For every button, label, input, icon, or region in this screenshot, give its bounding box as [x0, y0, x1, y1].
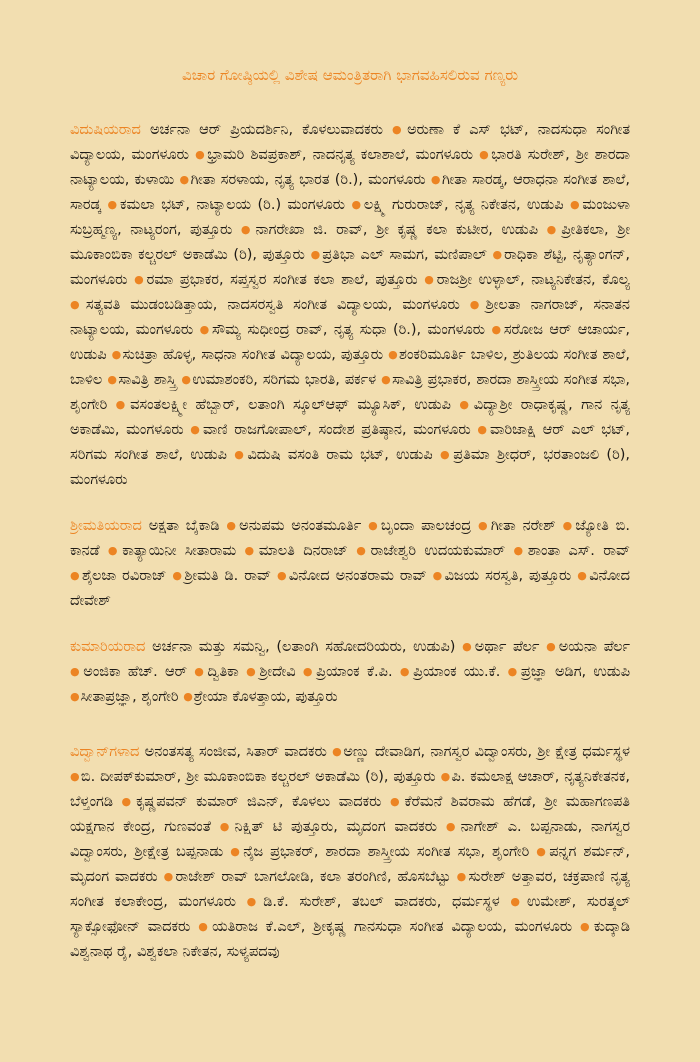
entry-text: ವಿಜಯ ಸರಸ್ವತಿ, ಪುತ್ತೂರು — [444, 568, 572, 584]
section-heading: ವಿದುಷಿಯರಾದ — [70, 122, 141, 138]
bullet-icon — [247, 894, 264, 910]
bullet-icon — [470, 297, 486, 313]
section-heading: ಕುಮಾರಿಯರಾದ — [70, 639, 146, 655]
bullet-icon — [356, 543, 370, 559]
entry-text: ಭಾರತಿ ಸುರೇಶ್, ಶ್ರೀ ಶಾರದಾ ನಾಟ್ಯಾಲಯ, ಕುಳಾಯಿ — [70, 147, 630, 188]
entry-text: ಡಿ.ಕೆ. ಸುರೇಶ್, ತಬಲ್ ವಾದಕರು, ಧರ್ಮಸ್ಥಳ — [263, 894, 500, 910]
bullet-icon — [440, 447, 453, 463]
entry — [433, 568, 572, 584]
bullet-icon — [381, 372, 392, 388]
entry-text: ಶೈಲಜಾ ರವಿರಾಜ್ — [81, 568, 167, 584]
entry-text: ಪ್ರಿಯಾಂಕ ಕೆ.ಪಿ. — [316, 664, 393, 680]
bullet-icon — [459, 397, 473, 413]
bullet-icon — [107, 372, 118, 388]
entry-text: ಅನುಪಮ ಅನಂತಮೂರ್ತಿ — [239, 518, 362, 534]
entry — [226, 518, 361, 534]
entry-text: ನೈಜ ಪ್ರಭಾಕರ್, ಶಾರದಾ ಶಾಸ್ತ್ರೀಯ ಸಂಗೀತ ಸಭಾ, ಶೃಂಗೇರಿ — [243, 844, 530, 860]
bullet-icon — [351, 197, 363, 213]
entry — [246, 664, 296, 680]
entry-text: ಕುದ್ಕಾಡಿ ವಿಶ್ವನಾಥ ರೈ, ವಿಶ್ವಕಲಾ ನಿಕೇತನ, ಸುಳ್ಯಪದವು — [70, 919, 630, 960]
entry-text: ನಾಗೇಶ್ ಎ. ಬಪ್ಪನಾಡು, ನಾಗಸ್ವರ ವಿದ್ವಾಂಸರು, ಶ್ರೀಕ್ಷೇತ್ರ ಬಪ್ಪನಾಡು — [70, 819, 630, 860]
entry-text: ರಾಜೇಶ್ ರಾವ್ ಬಾಗಲೋಡಿ, ಕಲಾ ತರಂಗಿಣಿ, ಹೊಸಬೆಟ್ಟು — [175, 869, 451, 885]
entry-text: ನಾಗರೇಖಾ ಜಿ. ರಾವ್, ಶ್ರೀ ಕೃಷ್ಣ ಕಲಾ ಕುಟೀರ, ಉಡುಪಿ — [255, 222, 539, 238]
entry-text: ಕಾತ್ಯಾಯಿನೀ ಸೀತಾರಾಮ — [122, 543, 237, 559]
bullet-icon — [536, 844, 549, 860]
section-entries — [70, 639, 630, 705]
entry-text: ಉಮೇಶ್, ಸುರತ್ಕಲ್ ಸ್ಯಾಕ್ಸೋಫೋನ್ ವಾದಕರು — [70, 894, 630, 935]
bullet-icon — [183, 689, 194, 705]
entry — [351, 197, 563, 213]
entry — [164, 869, 451, 885]
entry-text: ಉಮಾಶಂಕರಿ, ಸರಿಗಮ ಭಾರತಿ, ಪರ್ಕಳ — [192, 372, 377, 388]
bullet-icon — [311, 247, 323, 263]
bullet-icon — [580, 919, 594, 935]
bullet-icon — [277, 568, 289, 584]
entry — [70, 689, 179, 705]
entry-text: ಜ್ಯೋತಿ ಬಿ. ಕಾನಡೆ — [70, 518, 630, 559]
entry — [508, 664, 630, 680]
bullet-icon — [244, 543, 258, 559]
bullet-icon — [446, 819, 461, 835]
entry — [234, 447, 433, 463]
entry-text: ಅಂಜಿಕಾ ಹೆಚ್. ಆರ್ — [83, 664, 187, 680]
bullet-icon — [70, 769, 81, 785]
entry-text: ಸತ್ಯವತಿ ಮುಡಂಬಡಿತ್ತಾಯ, ನಾದಸರಸ್ವತಿ ಸಂಗೀತ ವಿದ್ಯಾಲಯ, ಮಂಗಳೂರು — [85, 297, 460, 313]
entry-text: ಅಣ್ಣು ದೇವಾಡಿಗ, ನಾಗಸ್ವರ ವಿದ್ವಾಂಸರು, ಶ್ರೀ ಕ್ಷೇತ್ರ ಧರ್ಮಸ್ಥಳ — [343, 744, 630, 760]
entry — [368, 518, 471, 534]
entry-text: ಪ್ರಿಯಾಂಕ ಯು.ಕೆ. — [413, 664, 501, 680]
bullet-icon — [510, 894, 527, 910]
bullet-icon — [246, 664, 259, 680]
entry-text: ಮಂಜುಳಾ ಸುಬ್ರಹ್ಮಣ್ಯ, ನಾಟ್ಯರಂಗ, ಪುತ್ತೂರು — [70, 197, 630, 238]
entry-text: ಅರುಣಾ ಕೆ ಎಸ್ ಭಟ್, ನಾದಸುಧಾ ಸಂಗೀತ ವಿದ್ಯಾಲಯ, ಮಂಗಳೂರು — [70, 122, 630, 163]
entry — [462, 639, 539, 655]
entry-text: ಅಯನಾ ಪೆರ್ಲ — [558, 639, 630, 655]
bullet-icon — [230, 844, 243, 860]
bullet-icon — [546, 639, 559, 655]
entry — [172, 568, 271, 584]
bullet-icon — [70, 297, 86, 313]
bullet-icon — [226, 518, 239, 534]
entry-text: ದ್ವಿತಿಕಾ — [207, 664, 239, 680]
entry — [150, 122, 383, 138]
entry — [546, 639, 630, 655]
participants-list — [70, 118, 630, 1022]
entry — [194, 664, 239, 680]
bullet-icon — [431, 172, 442, 188]
entry — [108, 197, 345, 213]
bullet-icon — [220, 819, 235, 835]
bullet-icon — [108, 197, 120, 213]
entry-text: ಮಾಲತಿ ದಿನರಾಜ್ — [258, 543, 348, 559]
entry-text: ಸುರೇಶ್ ಅತ್ತಾವರ, ಚಕ್ರಪಾಣಿ ನೃತ್ಯ ಸಂಗೀತ ಕಲಾಕೇಂದ್ರ, ಮಂಗಳೂರು — [70, 869, 630, 910]
entry-text: ಪ್ರೀತಿಕಲಾ, ಶ್ರೀ ಮೂಕಾಂಬಿಕಾ ಕಲ್ಚರಲ್ ಅಕಾಡೆಮಿ (ರಿ), ಪುತ್ತೂರು — [70, 222, 630, 263]
bullet-icon — [577, 568, 589, 584]
entry-text: ಶ್ರೇಯಾ ಕೊಳತ್ತಾಯ, ಪುತ್ತೂರು — [193, 689, 338, 705]
entry-text: ಶ್ರೀದೇವಿ — [259, 664, 296, 680]
entry-text: ವಿನೋದ ಅನಂತರಾಮ ರಾವ್ — [288, 568, 427, 584]
bullet-icon — [172, 568, 184, 584]
entry — [424, 272, 630, 288]
bullet-icon — [303, 664, 316, 680]
entry-text: ಗೀತಾ ಸರಳಾಯ, ನೃತ್ಯ ಭಾರತ (ರಿ.), ಮಂಗಳೂರು — [190, 172, 426, 188]
bullet-icon — [70, 664, 83, 680]
entry-text: ಪ್ರತಿಭಾ ಎಲ್ ಸಾಮಗ, ಮಣಿಪಾಲ್ — [322, 247, 487, 263]
entry — [356, 543, 505, 559]
bullet-icon — [116, 397, 130, 413]
bullet-icon — [479, 147, 491, 163]
entry-text: ಪಿ. ಕಮಲಾಕ್ಷ ಆಚಾರ್, ನೃತ್ಯನಿಕೇತನಕ, ಬೆಳ್ತಂಗಡಿ — [70, 769, 630, 810]
entry-text: ವಸಂತಲಕ್ಷ್ಮೀ ಹೆಬ್ಬಾರ್, ಲತಾಂಗಿ ಸ್ಕೂಲ್‌ಆಫ್ ಮ್ಯೂಸಿಕ್, ಉಡುಪಿ — [130, 397, 451, 413]
bullet-icon — [198, 919, 212, 935]
entry — [241, 222, 538, 238]
bullet-icon — [457, 869, 469, 885]
entry-text: ಪ್ರಜ್ಞಾ ಅಡಿಗ, ಉಡುಪಿ — [520, 664, 630, 680]
entry-text: ಕಮಲಾ ಭಟ್, ನಾಟ್ಯಾಲಯ (ರಿ.) ಮಂಗಳೂರು — [119, 197, 345, 213]
entry — [303, 664, 393, 680]
entry-text: ಅರ್ಚನಾ ಮತ್ತು ಸಮನ್ವಿ, (ಲತಾಂಗಿ ಸಹೋದರಿಯರು, ಉಡುಪಿ) — [152, 639, 456, 655]
bullet-icon — [194, 664, 207, 680]
bullet-icon — [392, 122, 407, 138]
bullet-icon — [195, 147, 207, 163]
bullet-icon — [400, 664, 413, 680]
entry — [220, 819, 437, 835]
section-shrimati — [70, 514, 630, 613]
bullet-icon — [508, 664, 521, 680]
entry — [122, 794, 382, 810]
entry — [400, 664, 501, 680]
entry-text: ವಾಣಿ ರಾಜಗೋಪಾಲ್, ಸಂದೇಶ ಪ್ರತಿಷ್ಠಾನ, ಮಂಗಳೂರು — [202, 422, 471, 438]
entry-text: ಸಾವಿತ್ರಿ ಶಾಸ್ತ್ರಿ — [118, 372, 177, 388]
section-vidwan — [70, 740, 630, 964]
entry — [70, 568, 166, 584]
entry-text: ಸಾವಿತ್ರಿ ಪ್ರಭಾಕರ, ಶಾರದಾ ಶಾಸ್ತ್ರೀಯ ಸಂಗೀತ ಸಭಾ, ಶೃಂಗೇರಿ — [70, 372, 630, 413]
entry-text: ಸರೋಜ ಆರ್ ಆಚಾರ್ಯ, ಉಡುಪಿ — [70, 322, 630, 363]
entry-text: ಲಕ್ಷ್ಮಿ ಗುರುರಾಜ್, ನೃತ್ಯ ನಿಕೇತನ, ಉಡುಪಿ — [363, 197, 564, 213]
bullet-icon — [122, 794, 137, 810]
entry — [183, 689, 337, 705]
entry-text: ರಾಜಶ್ರೀ ಉಳ್ಳಾಲ್, ನಾಟ್ಯನಿಕೇತನ, ಕೊಲ್ಯ — [436, 272, 630, 288]
entry-text: ಗೀತಾ ನರೇಶ್ — [490, 518, 556, 534]
bullet-icon — [390, 794, 405, 810]
bullet-icon — [70, 568, 82, 584]
entry-text: ಶಾಂತಾ ಎಸ್. ರಾವ್ — [527, 543, 630, 559]
entry — [179, 172, 425, 188]
entry — [198, 919, 572, 935]
bullet-icon — [514, 543, 528, 559]
bullet-icon — [181, 372, 192, 388]
section-entries — [70, 122, 630, 488]
entry — [230, 844, 529, 860]
entry — [247, 894, 500, 910]
entry-text: ಸೌಮ್ಯ ಸುಧೀಂದ್ರ ರಾವ್, ನೃತ್ಯ ಸುಧಾ (ರಿ.), ಮಂಗಳೂರು — [212, 322, 486, 338]
entry — [514, 543, 630, 559]
entry — [152, 639, 455, 655]
bullet-icon — [433, 568, 445, 584]
section-heading: ವಿದ್ವಾನ್‌ಗಳಾದ — [70, 744, 140, 760]
entry-text: ವಿನೋದ ದೇವೇಶ್ — [70, 568, 630, 609]
entry — [332, 744, 630, 760]
entry-text: ವಾರಿಜಾಕ್ಷಿ ಆರ್ ಎಲ್ ಭಟ್, ಸರಿಗಮ ಸಂಗೀತ ಶಾಲೆ, ಉಡುಪಿ — [70, 422, 630, 463]
entry-text: ಶಂಕರಿಮೂರ್ತಿ ಬಾಳಿಲ, ಶ್ರುತಿಲಯ ಸಂಗೀತ ಶಾಲೆ, ಬಾಳಿಲ — [70, 347, 630, 388]
entry — [190, 422, 470, 438]
bullet-icon — [332, 744, 343, 760]
bullet-icon — [108, 543, 122, 559]
bullet-icon — [200, 322, 212, 338]
section-heading: ಶ್ರೀಮತಿಯರಾದ — [70, 518, 142, 534]
entry-text: ಅಕ್ಷತಾ ಬೈಕಾಡಿ — [148, 518, 220, 534]
entry-text: ಕೆರೆಮನೆ ಶಿವರಾಮ ಹೆಗಡೆ, ಶ್ರೀ ಮಹಾಗಣಪತಿ ಯಕ್ಷಗಾನ ಕೇಂದ್ರ, ಗುಣವಂತೆ — [70, 794, 630, 835]
bullet-icon — [134, 272, 147, 288]
entry-text: ಶ್ರೀಲತಾ ನಾಗರಾಜ್, ಸನಾತನ ನಾಟ್ಯಾಲಯ, ಮಂಗಳೂರು — [70, 297, 630, 338]
page-title: ವಿಚಾರ ಗೋಷ್ಠಿಯಲ್ಲಿ ವಿಶೇಷ ಆಮಂತ್ರಿತರಾಗಿ ಭಾಗವಹಿಸಲಿರುವ ಗಣ್ಯರು — [182, 66, 518, 84]
entry — [70, 664, 187, 680]
entry — [134, 272, 418, 288]
entry-text: ವಿದ್ಯಾಶ್ರೀ ರಾಧಾಕೃಷ್ಣ, ಗಾನ ನೃತ್ಯ ಅಕಾಡೆಮಿ, ಮಂಗಳೂರು — [70, 397, 630, 438]
entry-text: ಗೀತಾ ಸಾರಡ್ಕ, ಆರಾಧನಾ ಸಂಗೀತ ಶಾಲೆ, ಸಾರಡ್ಕ — [70, 172, 630, 213]
bullet-icon — [563, 518, 576, 534]
bullet-icon — [234, 447, 247, 463]
entry-text: ಯತಿರಾಜ ಕೆ.ಎಲ್, ಶ್ರೀಕೃಷ್ಣ ಗಾನಸುಧಾ ಸಂಗೀತ ವಿದ್ಯಾಲಯ, ಮಂಗಳೂರು — [212, 919, 573, 935]
entry — [277, 568, 427, 584]
bullet-icon — [190, 422, 203, 438]
entry-text: ಅನಂತಸತ್ಯ ಸಂಜೀವ, ಸಿತಾರ್ ವಾದಕರು — [144, 744, 327, 760]
section-kumari — [70, 635, 630, 710]
entry-text: ಪನ್ನಗ ಶರ್ಮನ್, ಮೃದಂಗ ವಾದಕರು — [70, 844, 630, 885]
entry-text: ವಿದುಷಿ ವಸಂತಿ ರಾಮ ಭಟ್, ಉಡುಪಿ — [247, 447, 433, 463]
entry — [70, 769, 436, 785]
bullet-icon — [424, 272, 437, 288]
entry — [112, 347, 384, 363]
entry — [244, 543, 347, 559]
entry-text: ಅರ್ಚನಾ ಆರ್ ಪ್ರಿಯದರ್ಶಿನಿ, ಕೊಳಲುವಾದಕರು — [149, 122, 383, 138]
entry-text: ಬಿ. ದೀಪಕ್‌ಕುಮಾರ್, ಶ್ರೀ ಮೂಕಾಂಬಿಕಾ ಕಲ್ಚರಲ್ ಅಕಾಡೆಮಿ (ರಿ), ಪುತ್ತೂರು — [80, 769, 436, 785]
section-entries — [70, 744, 630, 960]
entry — [108, 543, 236, 559]
entry-text: ಪ್ರತಿಮಾ ಶ್ರೀಧರ್, ಭರತಾಂಜಲಿ (ರಿ), ಮಂಗಳೂರು — [70, 447, 630, 488]
bullet-icon — [491, 322, 503, 338]
bullet-icon — [112, 347, 123, 363]
bullet-icon — [478, 518, 491, 534]
entry — [116, 397, 451, 413]
entry-text: ಕೃಷ್ಣಪವನ್ ಕುಮಾರ್ ಜಿಎನ್, ಕೊಳಲು ವಾದಕರು — [136, 794, 382, 810]
bullet-icon — [179, 172, 190, 188]
entry-text: ಶ್ರೀಮತಿ ಡಿ. ರಾವ್ — [184, 568, 271, 584]
bullet-icon — [547, 222, 562, 238]
entry — [200, 322, 485, 338]
bullet-icon — [388, 347, 399, 363]
entry-text: ನಿಕ್ಷಿತ್ ಟಿ ಪುತ್ತೂರು, ಮೃದಂಗ ವಾದಕರು — [234, 819, 438, 835]
entry — [145, 744, 327, 760]
entry-text: ಅರ್ಥಾ ಪೆರ್ಲ — [474, 639, 540, 655]
bullet-icon — [462, 639, 475, 655]
entry-text: ಸೀತಾಪ್ರಜ್ಞಾ, ಶೃಂಗೇರಿ — [80, 689, 179, 705]
bullet-icon — [492, 247, 504, 263]
bullet-icon — [70, 689, 81, 705]
bullet-icon — [477, 422, 490, 438]
entry-text: ರಮಾ ಪ್ರಭಾಕರ, ಸಪ್ತಸ್ವರ ಸಂಗೀತ ಕಲಾ ಶಾಲೆ, ಪುತ್ತೂರು — [146, 272, 418, 288]
bullet-icon — [441, 769, 452, 785]
entry — [181, 372, 376, 388]
bullet-icon — [241, 222, 256, 238]
entry — [149, 518, 220, 534]
section-entries — [70, 518, 630, 609]
bullet-icon — [368, 518, 381, 534]
entry-text: ರಾಧಿಕಾ ಶೆಟ್ಟಿ, ನೃತ್ಯಾಂಗನ್, ಮಂಗಳೂರು — [70, 247, 630, 288]
entry — [107, 372, 176, 388]
entry — [478, 518, 556, 534]
entry-text: ಬೃಂದಾ ಪಾಲಚಂದ್ರ — [380, 518, 472, 534]
bullet-icon — [570, 197, 582, 213]
entry-text: ಸುಚಿತ್ರಾ ಹೊಳ್ಳ, ಸಾಧನಾ ಸಂಗೀತ ವಿದ್ಯಾಲಯ, ಪುತ್ತೂರು — [122, 347, 384, 363]
section-vidushi — [70, 118, 630, 492]
entry-text: ರಾಜೇಶ್ವರಿ ಉದಯಕುಮಾರ್ — [370, 543, 506, 559]
entry-text: ಭ್ರಾಮರಿ ಶಿವಪ್ರಕಾಶ್, ನಾದನೃತ್ಯ ಕಲಾಶಾಲೆ, ಮಂಗಳೂರು — [207, 147, 474, 163]
entry — [70, 297, 460, 313]
entry — [195, 147, 473, 163]
bullet-icon — [164, 869, 176, 885]
entry — [311, 247, 487, 263]
